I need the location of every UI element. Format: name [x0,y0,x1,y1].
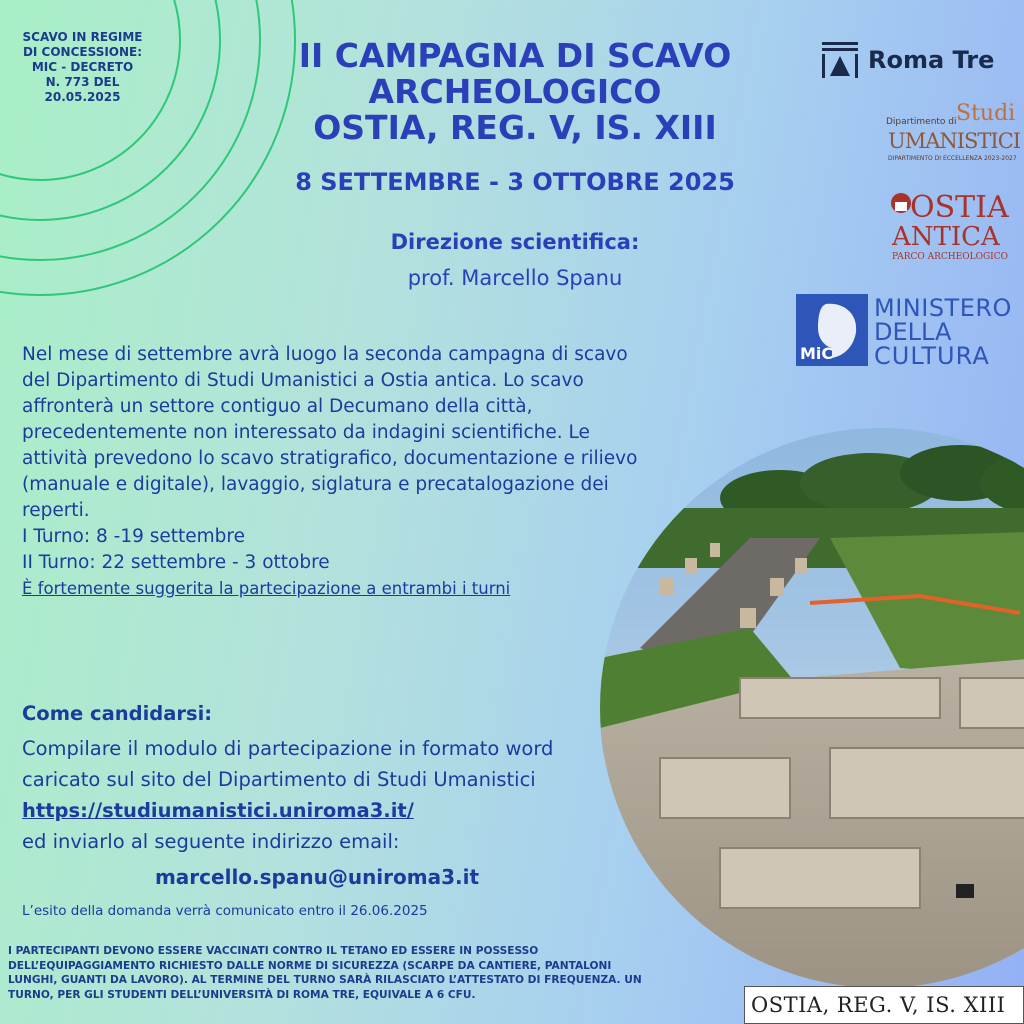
concession-line: N. 773 DEL [45,75,120,89]
roma-tre-text: Roma Tre [868,46,995,74]
photo-caption-text: OSTIA, REG. V, IS. XIII [751,993,1006,1017]
mic-badge-text: MiC [800,344,834,363]
title-line: ARCHEOLOGICO [368,72,662,111]
contact-email[interactable]: marcello.spanu@uniroma3.it [154,865,480,889]
ostia-sub: PARCO ARCHEOLOGICO [892,252,1008,262]
concession-line: MIC - DECRETO [31,60,134,74]
studi-word2: UMANISTICI [888,129,1021,153]
apply-text-after: ed inviarlo al seguente indirizzo email: [22,830,400,853]
ostia-antica-logo [888,190,1014,266]
title-line: OSTIA, REG. V, IS. XIII [313,108,717,147]
campaign-dates: 8 SETTEMBRE - 3 OTTOBRE 2025 [295,168,735,196]
requirements-note: I PARTECIPANTI DEVONO ESSERE VACCINATI CONTRO IL TETANO ED ESSERE IN POSSESSO DELL’EQUIPAGGIAMENTO RICHIESTO DALLE NORME DI SICUREZZA (SCARPE DA CANTIERE, PANTALONI LUNGHI, GUANTI DA LAVORO). AL TERMINE DEL TURNO SARÀ RILASCIATO L’ATTESTATO DI FREQUENZA. UN TURNO, PER GLI STUDENTI DELL’UNIVERSITÀ DI ROMA TRE, EQUIVALE A 6 CFU. [8,945,642,1001]
concession-note [10,30,155,105]
ostia-line1: OSTIA [910,190,1009,225]
excavation-photo [600,428,1024,988]
ministero-cultura-logo [796,294,1018,368]
concession-line: 20.05.2025 [44,90,121,104]
ostia-line2: ANTICA [892,222,1000,252]
department-link[interactable]: https://studiumanistici.uniroma3.it/ [22,799,414,822]
turno-1: I Turno: 8 -19 settembre [22,526,245,547]
director-name: prof. Marcello Spanu [407,266,623,290]
ostia-arch-icon [890,192,912,214]
turno-2: II Turno: 22 settembre - 3 ottobre [22,552,330,573]
apply-text: Compilare il modulo di partecipazione in formato word caricato sul sito del Dipartimento di Studi Umanistici [22,737,554,791]
mic-line1: MINISTERO [874,294,1012,322]
outcome-note: L’esito della domanda verrà comunicato entro il 26.06.2025 [22,903,428,919]
mic-badge [796,294,868,366]
title-line: II CAMPAGNA DI SCAVO [298,36,732,75]
page-title [250,38,780,146]
direction-label: Direzione scientifica: [390,230,640,254]
studi-prefix: Dipartimento di [886,117,957,127]
apply-instructions [22,733,622,857]
photo-caption [744,986,1024,1024]
mic-line2: DELLA [874,318,952,346]
roma-tre-logo [820,40,1000,80]
participation-suggestion: È fortemente suggerita la partecipazione a entrambi i turni [22,579,511,598]
description [22,342,642,602]
concession-line: DI CONCESSIONE: [22,45,143,59]
studi-word1: Studi [956,101,1016,126]
concession-line: SCAVO IN REGIME [22,30,143,44]
studi-sub: DIPARTIMENTO DI ECCELLENZA 2023-2027 [888,155,1017,162]
roma-tre-emblem-icon [820,40,860,80]
description-paragraph: Nel mese di settembre avrà luogo la seconda campagna di scavo del Dipartimento di Studi Umanistici a Ostia antica. Lo scavo affronterà un settore contiguo al Decumano della città, precedentemente non interessato da indagini scientifiche. Le attività prevedono lo scavo stratigrafico, documentazione e rilievo (manuale e digitale), lavaggio, siglatura e precatalogazione dei reperti. [22,344,638,521]
studi-umanistici-logo [886,101,1021,165]
mic-line3: CULTURA [874,342,990,370]
apply-title: Come candidarsi: [22,702,213,725]
